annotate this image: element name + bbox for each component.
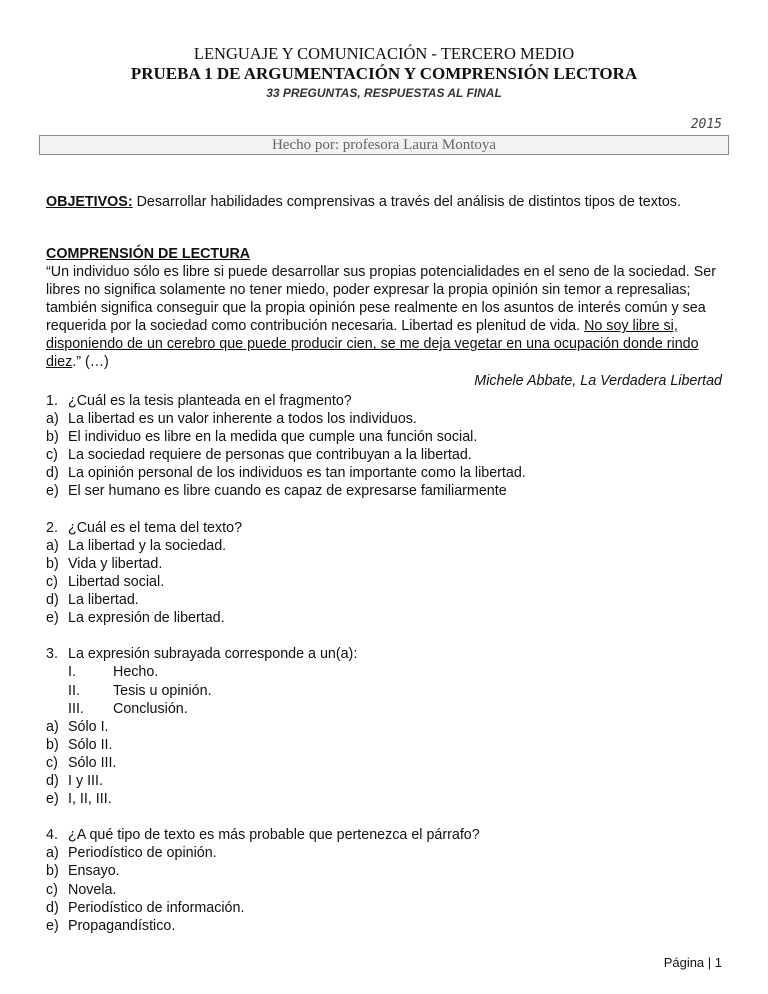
question-item [46, 392, 726, 501]
passage-citation: Michele Abbate, La Verdadera Libertad [474, 373, 722, 389]
option-letter: b) [46, 429, 59, 446]
roman-label: III. [68, 700, 84, 717]
passage-underlined-text: No soy libre si, disponiendo de un cerebro que puede producir cien, se me deja vegetar en una ocupación donde rindo diez [46, 318, 699, 371]
question-text: La expresión subrayada corresponde a un(a): [68, 646, 358, 663]
answer-option [46, 736, 726, 754]
option-text: La opinión personal de los individuos es tan importante como la libertad. [68, 465, 526, 482]
answer-option [46, 555, 726, 573]
objetivos-paragraph [46, 193, 726, 211]
question-item [46, 826, 726, 935]
header-year: 2015 [690, 117, 722, 132]
answer-option [46, 609, 726, 627]
option-letter: b) [46, 863, 59, 880]
answer-option [46, 917, 726, 935]
question-item [46, 519, 726, 628]
option-text: Ensayo. [68, 863, 120, 880]
passage-text: “Un individuo sólo es libre si puede desarrollar sus propias potencialidades en el seno de la sociedad. Ser libres no significa solamente no tener miedo, poder expresar la propia opinión sin temor a represalias; también significa conseguir que la propia opinión pese realmente en los asuntos de interés común y sea requerida por la sociedad como contribución necesaria. Libertad es plenitud de vida. [46, 264, 716, 335]
answer-option [46, 718, 726, 736]
answer-option [46, 464, 726, 482]
author-box: Hecho por: profesora Laura Montoya [39, 135, 729, 155]
roman-label: I. [68, 664, 76, 681]
option-letter: a) [46, 718, 59, 735]
objetivos-label: OBJETIVOS: [46, 194, 133, 210]
option-text: El individuo es libre en la medida que cumple una función social. [68, 429, 478, 446]
answer-option [46, 410, 726, 428]
option-text: La sociedad requiere de personas que contribuyan a la libertad. [68, 447, 472, 464]
roman-text: Tesis u opinión. [113, 682, 212, 699]
option-letter: d) [46, 899, 59, 916]
option-text: Sólo I. [68, 718, 109, 735]
option-letter: e) [46, 917, 59, 934]
option-text: Periodístico de información. [68, 899, 245, 916]
roman-text: Hecho. [113, 664, 159, 681]
reading-passage [46, 263, 726, 372]
option-letter: b) [46, 555, 59, 572]
option-text: Sólo II. [68, 736, 113, 753]
answer-option [46, 428, 726, 446]
answer-option [46, 591, 726, 609]
option-text: Vida y libertad. [68, 555, 163, 572]
option-text: Sólo III. [68, 754, 117, 771]
roman-text: Conclusión. [113, 700, 188, 717]
option-letter: c) [46, 447, 58, 464]
answer-option [46, 446, 726, 464]
roman-item [46, 682, 726, 700]
option-letter: c) [46, 754, 58, 771]
question-item [46, 645, 726, 808]
page-number: Página | 1 [663, 955, 722, 970]
question-stem [46, 645, 726, 663]
answer-option [46, 862, 726, 880]
option-letter: d) [46, 772, 59, 789]
answer-option [46, 899, 726, 917]
option-letter: e) [46, 791, 59, 808]
option-text: El ser humano es libre cuando es capaz de expresarse familiarmente [68, 483, 507, 500]
option-letter: a) [46, 411, 59, 428]
roman-item [46, 663, 726, 681]
option-text: I y III. [68, 772, 103, 789]
option-text: La libertad es un valor inherente a todos los individuos. [68, 411, 417, 428]
option-text: La libertad y la sociedad. [68, 537, 227, 554]
option-text: Periodístico de opinión. [68, 845, 217, 862]
answer-option [46, 772, 726, 790]
question-text: ¿Cuál es la tesis planteada en el fragmento? [68, 393, 352, 409]
option-letter: a) [46, 845, 59, 862]
question-stem [46, 519, 726, 537]
answer-option [46, 790, 726, 808]
objetivos-text: Desarrollar habilidades comprensivas a través del análisis de distintos tipos de textos. [132, 194, 681, 210]
option-letter: d) [46, 465, 59, 482]
roman-item [46, 700, 726, 718]
question-stem [46, 392, 726, 410]
answer-option [46, 881, 726, 899]
option-letter: b) [46, 736, 59, 753]
option-letter: a) [46, 537, 59, 554]
option-letter: e) [46, 483, 59, 500]
answer-option [46, 754, 726, 772]
question-number: 3. [46, 646, 58, 663]
roman-label: II. [68, 682, 80, 699]
answer-option [46, 537, 726, 555]
question-number: 2. [46, 519, 58, 536]
option-text: La libertad. [68, 592, 139, 609]
header-subtitle: 33 PREGUNTAS, RESPUESTAS AL FINAL [266, 86, 502, 100]
option-text: Novela. [68, 881, 117, 898]
answer-option [46, 844, 726, 862]
question-stem [46, 826, 726, 844]
option-text: Propagandístico. [68, 917, 176, 934]
option-letter: d) [46, 592, 59, 609]
answer-option [46, 573, 726, 591]
option-text: Libertad social. [68, 573, 165, 590]
option-text: La expresión de libertad. [68, 610, 225, 627]
question-text: ¿A qué tipo de texto es más probable que pertenezca el párrafo? [68, 827, 480, 844]
question-list [46, 392, 726, 953]
passage-end: .” (…) [72, 354, 109, 371]
option-letter: e) [46, 610, 59, 627]
question-number: 1. [46, 393, 58, 409]
question-number: 4. [46, 827, 58, 844]
option-letter: c) [46, 881, 58, 898]
header-test-title: PRUEBA 1 DE ARGUMENTACIÓN Y COMPRENSIÓN LECTORA [130, 64, 638, 83]
option-letter: c) [46, 573, 58, 590]
question-text: ¿Cuál es el tema del texto? [68, 519, 243, 536]
header-subject: LENGUAJE Y COMUNICACIÓN - TERCERO MEDIO [193, 44, 575, 63]
option-text: I, II, III. [68, 791, 112, 808]
lectura-heading: COMPRENSIÓN DE LECTURA [46, 246, 251, 262]
answer-option [46, 482, 726, 500]
